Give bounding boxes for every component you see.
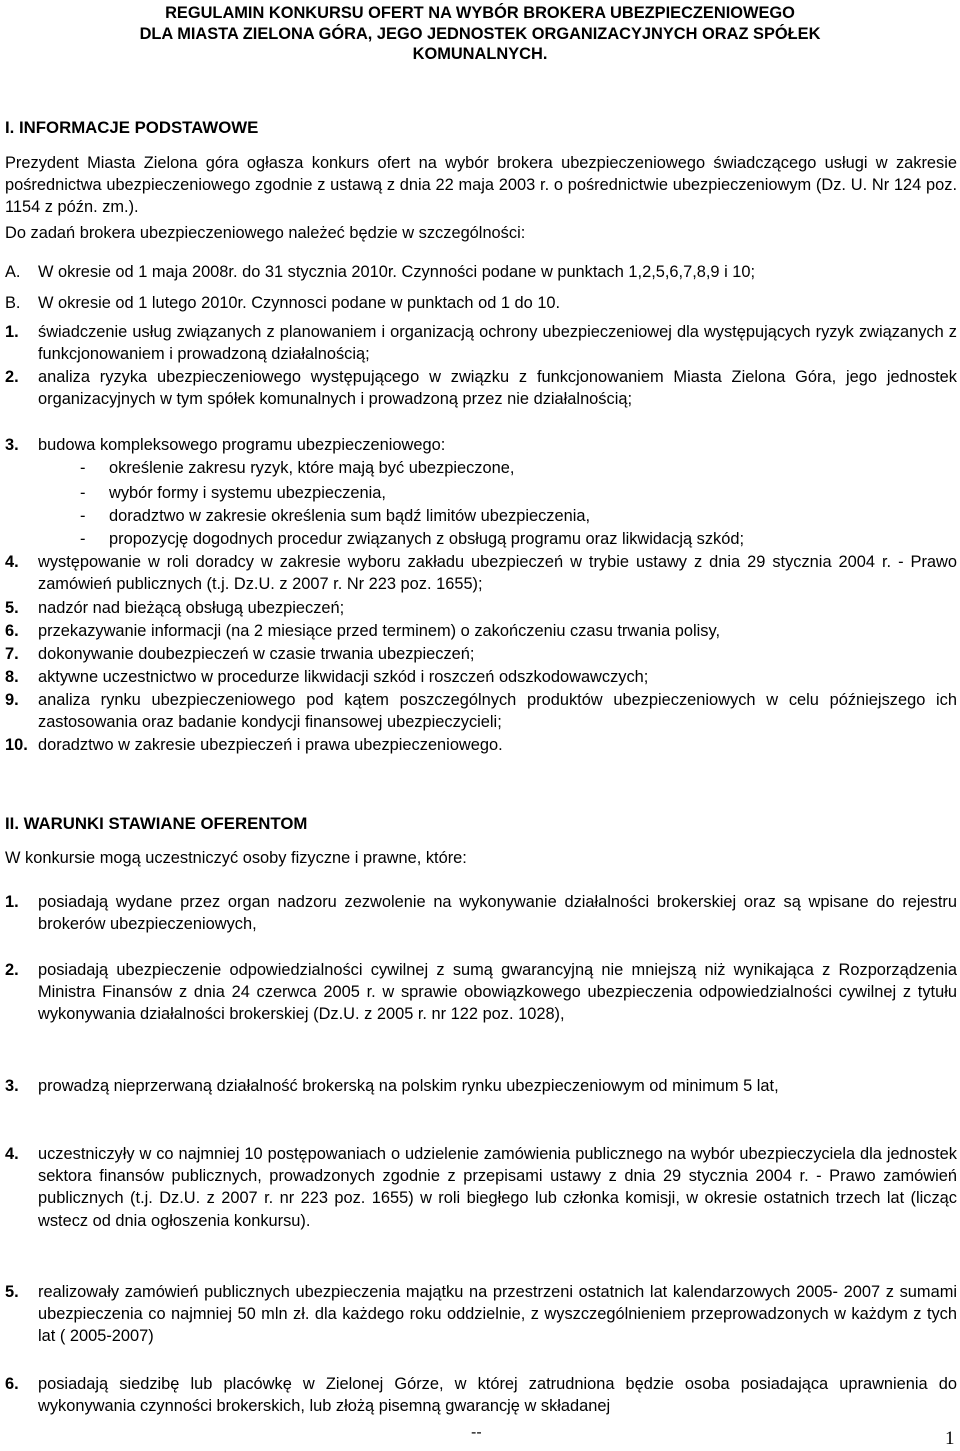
section-2-intro: W konkursie mogą uczestniczyć osoby fizyczne i prawne, które: — [5, 849, 467, 867]
condition-item — [5, 891, 957, 935]
item-number: 5. — [5, 1283, 19, 1301]
item-number: 2. — [5, 368, 19, 386]
condition-item — [5, 1075, 957, 1097]
page-number: 1 — [945, 1428, 955, 1449]
duties-intro: Do zadań brokera ubezpieczeniowego należeć będzie w szczególności: — [5, 224, 526, 242]
item-text: aktywne uczestnictwo w procedurze likwidacji szkód i roszczeń odszkodowawczych; — [38, 668, 649, 686]
item-number: 8. — [5, 668, 19, 686]
item-number: 2. — [5, 961, 19, 979]
item-number: 3. — [5, 1077, 19, 1095]
condition-item — [5, 1281, 957, 1348]
period-text: W okresie od 1 maja 2008r. do 31 stycznia 2010r. Czynności podane w punktach 1,2,5,6,7,8,9 i 10; — [38, 263, 756, 281]
section-1-intro: Prezydent Miasta Zielona góra ogłasza konkurs ofert na wybór brokera ubezpieczeniowego świadczącego usługi w zakresie pośrednictwa ubezpieczeniowego zgodnie z ustawą z dnia 22 maja 2003 r. o pośrednictwie ubezpieczeniowym (Dz. U. Nr 124 poz. 1154 z późn. zm.). — [5, 154, 957, 217]
item-number: 10. — [5, 736, 28, 754]
period-text: W okresie od 1 lutego 2010r. Czynnosci podane w punktach od 1 do 10. — [38, 294, 561, 312]
title-line-3: KOMUNALNYCH. — [412, 45, 548, 63]
condition-item — [5, 959, 957, 1026]
item-text: budowa kompleksowego programu ubezpieczeniowego: — [38, 436, 446, 454]
title-line-1: REGULAMIN KONKURSU OFERT NA WYBÓR BROKERA UBEZPIECZENIOWEGO — [165, 4, 795, 22]
sub-item-dash: - — [80, 459, 86, 477]
sub-item — [80, 528, 956, 550]
item-text: posiadają ubezpieczenie odpowiedzialności cywilnej z sumą gwarancyjną nie mniejszą niż wynikająca z Rozporządzenia Ministra Finansów z dnia 24 czerwca 2005 r. w sprawie obowiązkowego ubezpieczenia odpowiedzialności cywilnej z tytułu wykonywania działalności brokerskiej (Dz.U. z 2005 r. nr 122 poz. 1028), — [38, 961, 957, 1024]
item-text: doradztwo w zakresie ubezpieczeń i prawa ubezpieczeniowego. — [38, 736, 503, 754]
item-number: 6. — [5, 622, 19, 640]
item-number: 1. — [5, 893, 19, 911]
duty-item — [5, 321, 957, 365]
section-1-heading: I. INFORMACJE PODSTAWOWE — [5, 118, 259, 137]
item-text: przekazywanie informacji (na 2 miesiące przed terminem) o zakończeniu czasu trwania polisy, — [38, 622, 721, 640]
period-b — [5, 292, 957, 314]
duty-item — [5, 551, 957, 595]
item-text: analiza ryzyka ubezpieczeniowego występującego w związku z funkcjonowaniem Miasta Zielona Góra, jego jednostek organizacyjnych w tym spółek komunalnych i prowadzoną przez nie działalnością; — [38, 368, 957, 409]
item-text: prowadzą nieprzerwaną działalność brokerską na polskim rynku ubezpieczeniowym od minimum 5 lat, — [38, 1077, 779, 1095]
duty-item — [5, 666, 957, 688]
item-text: posiadają siedzibę lub placówkę w Zielonej Górze, w której zatrudniona będzie osoba posiadająca uprawnienia do wykonywania czynności brokerskich, lub złożą pisemną gwarancję w składanej — [38, 1375, 957, 1416]
duty-item — [5, 597, 957, 619]
section-2-heading: II. WARUNKI STAWIANE OFERENTOM — [5, 814, 308, 833]
sub-item-text: propozycję dogodnych procedur związanych z obsługą programu oraz likwidacją szkód; — [109, 530, 745, 548]
item-number: 6. — [5, 1375, 19, 1393]
item-number: 4. — [5, 1145, 19, 1163]
duty-item — [5, 734, 957, 756]
sub-item — [80, 482, 956, 504]
item-text: posiadają wydane przez organ nadzoru zezwolenie na wykonywanie działalności brokerskiej oraz są wpisane do rejestru brokerów ubezpieczeniowych, — [38, 893, 957, 934]
item-text: świadczenie usług związanych z planowaniem i organizacją ochrony ubezpieczeniowej dla występujących ryzyk związanych z funkcjonowaniem i prowadzoną działalnością; — [38, 323, 957, 364]
document-title — [0, 3, 960, 65]
duty-item — [5, 643, 957, 665]
sub-item-text: doradztwo w zakresie określenia sum bądź limitów ubezpieczenia, — [109, 507, 591, 525]
duty-item — [5, 620, 957, 642]
item-text: dokonywanie doubezpieczeń w czasie trwania ubezpieczeń; — [38, 645, 475, 663]
sub-item-dash: - — [80, 530, 86, 548]
footer-mark: -- — [471, 1424, 482, 1441]
period-label: A. — [5, 263, 21, 281]
sub-item-text: wybór formy i systemu ubezpieczenia, — [109, 484, 386, 502]
sub-item — [80, 457, 956, 479]
sub-item-text: określenie zakresu ryzyk, które mają być ubezpieczone, — [109, 459, 515, 477]
condition-item — [5, 1373, 957, 1417]
period-label: B. — [5, 294, 21, 312]
period-a — [5, 261, 957, 283]
item-text: nadzór nad bieżącą obsługą ubezpieczeń; — [38, 599, 345, 617]
item-text: analiza rynku ubezpieczeniowego pod kątem poszczególnych produktów ubezpieczeniowych w celu późniejszego ich zastosowania oraz badanie kondycji finansowej ubezpieczycieli; — [38, 691, 957, 732]
sub-item — [80, 505, 956, 527]
item-text: uczestniczyły w co najmniej 10 postępowaniach o udzielenie zamówienia publicznego na wybór ubezpieczyciela dla jednostek sektora finansów publicznych, prowadzonych zgodnie z przepisami ustawy z dnia 29 stycznia 2004 r. - Prawo zamówień publicznych (t.j. Dz.U. z 2007 r. nr 223 poz. 1655) w roli biegłego lub członka komisji, w okresie ostatnich trzech lat (licząc wstecz od dnia ogłoszenia konkursu). — [38, 1145, 957, 1230]
duty-item — [5, 689, 957, 733]
item-number: 4. — [5, 553, 19, 571]
condition-item — [5, 1143, 957, 1232]
item-number: 5. — [5, 599, 19, 617]
item-text: występowanie w roli doradcy w zakresie wyboru zakładu ubezpieczeń w trybie ustawy z dnia 29 stycznia 2004 r. - Prawo zamówień publicznych (t.j. Dz.U. z 2007 r. Nr 223 poz. 1655); — [38, 553, 957, 594]
sub-item-dash: - — [80, 484, 86, 502]
item-number: 7. — [5, 645, 19, 663]
item-text: realizowały zamówień publicznych ubezpieczenia majątku na przestrzeni ostatnich lat kalendarzowych 2005- 2007 z sumami ubezpieczenia co najmniej 50 mln zł. dla każdego roku oddzielnie, z wyszczególnieniem przeprowadzonych w każdym z tych lat ( 2005-2007) — [38, 1283, 957, 1346]
item-number: 9. — [5, 691, 19, 709]
item-number: 3. — [5, 436, 19, 454]
title-line-2: DLA MIASTA ZIELONA GÓRA, JEGO JEDNOSTEK ORGANIZACYJNYCH ORAZ SPÓŁEK — [139, 24, 821, 43]
duty-item — [5, 366, 957, 410]
item-number: 1. — [5, 323, 19, 341]
sub-item-dash: - — [80, 507, 86, 525]
duty-item — [5, 434, 957, 456]
